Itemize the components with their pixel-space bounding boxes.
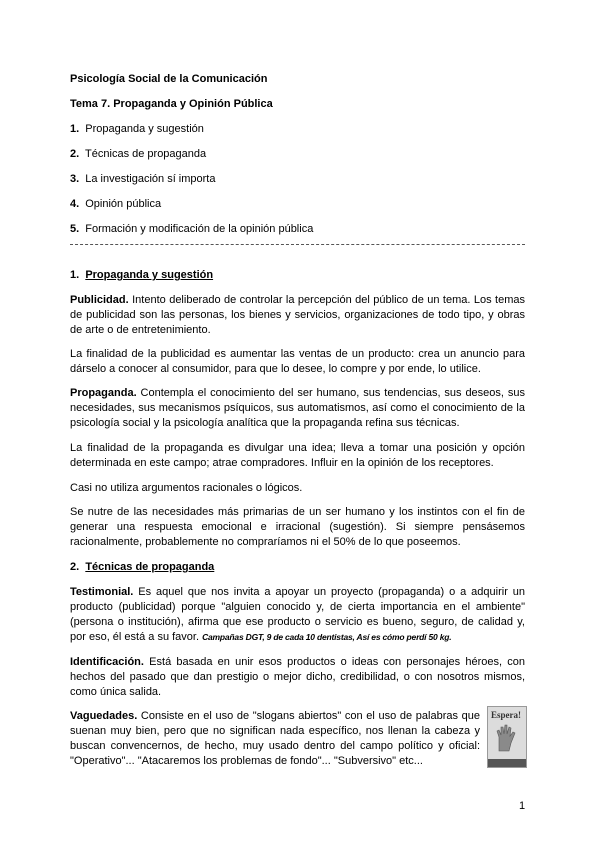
- testimonial-examples: Campañas DGT, 9 de cada 10 dentistas, Así es cómo perdí 50 kg.: [202, 632, 452, 642]
- toc-item: 2. Técnicas de propaganda: [70, 148, 207, 160]
- finalidad-publicidad-paragraph: La finalidad de la publicidad es aumentar las ventas de un producto: crea un anuncio para dárselo a conocer al consumidor, para que lo desee, lo compre y por ende, lo utilice.: [70, 348, 525, 375]
- section-heading: 1. Propaganda y sugestión: [70, 269, 214, 281]
- identificacion-paragraph: Identificación. Está basada en unir esos productos o ideas con personajes héroes, con hechos del pasado que dan prestigio o mejor dicho, credibilidad, o con nosotros mismos, como única salida.: [70, 656, 525, 698]
- hand-icon: [493, 723, 519, 753]
- nutre-paragraph: Se nutre de las necesidades más primarias de un ser humano y los instintos con el fin de generar una respuesta emocional e irracional (sugestión). Si siempre pensásemos racionalmente, probablemente no compraríamos ni el 50% de lo que poseemos.: [70, 506, 525, 548]
- tema-title: Tema 7. Propaganda y Opinión Pública: [70, 98, 273, 110]
- vaguedades-paragraph: Vaguedades. Consiste en el uso de "slogans abiertos" con el uso de palabras que suenan muy bien, pero que no significan nada específico, nos llenan la cabeza y buscan convencernos, de hecho, muy usado dentro del campo político y oficial: "Operativo"... "Atacaremos los problemas de fondo"... "Subversivo" etc...: [70, 710, 480, 767]
- course-title: Psicología Social de la Comunicación: [70, 73, 268, 85]
- toc-item: 3. La investigación sí importa: [70, 173, 216, 185]
- testimonial-paragraph: Testimonial. Es aquel que nos invita a apoyar un proyecto (propaganda) o a adquirir un producto (publicidad) porque "alguien conocido y, de cierta importancia en el ambiente" (persona o institución), afirma que ese producto o servicio es bueno, seguro, de calidad y, por eso, él está a su favor. Campañas DGT, 9 de cada 10 dentistas, Así es cómo perdí 50 kg.: [70, 586, 525, 643]
- toc-item: 5. Formación y modificación de la opinión pública: [70, 223, 314, 235]
- book-cover-thumbnail: Espera!: [487, 706, 527, 768]
- section-heading: 2. Técnicas de propaganda: [70, 561, 215, 573]
- toc-item: 1. Propaganda y sugestión: [70, 123, 204, 135]
- page-number: 1: [519, 800, 526, 812]
- finalidad-propaganda-paragraph: La finalidad de la propaganda es divulgar una idea; lleva a tomar una posición y opción determinada en este campo; atrae compradores. Influir en la opinión de los receptores.: [70, 442, 525, 469]
- publicidad-paragraph: Publicidad. Intento deliberado de controlar la percepción del público de un tema. Los temas de publicidad son las personas, los bienes y servicios, organizaciones de todo tipo, y obras de arte o de entretenimiento.: [70, 294, 525, 336]
- dashed-divider: [70, 244, 525, 245]
- toc-item: 4. Opinión pública: [70, 198, 162, 210]
- argumentos-paragraph: Casi no utiliza argumentos racionales o lógicos.: [70, 482, 303, 494]
- propaganda-paragraph: Propaganda. Contempla el conocimiento del ser humano, sus tendencias, sus deseos, sus necesidades, sus mecanismos psíquicos, sus automatismos, así como el conocimiento de la psicología social y la psicología analítica que la propaganda refina sus técnicas.: [70, 387, 525, 429]
